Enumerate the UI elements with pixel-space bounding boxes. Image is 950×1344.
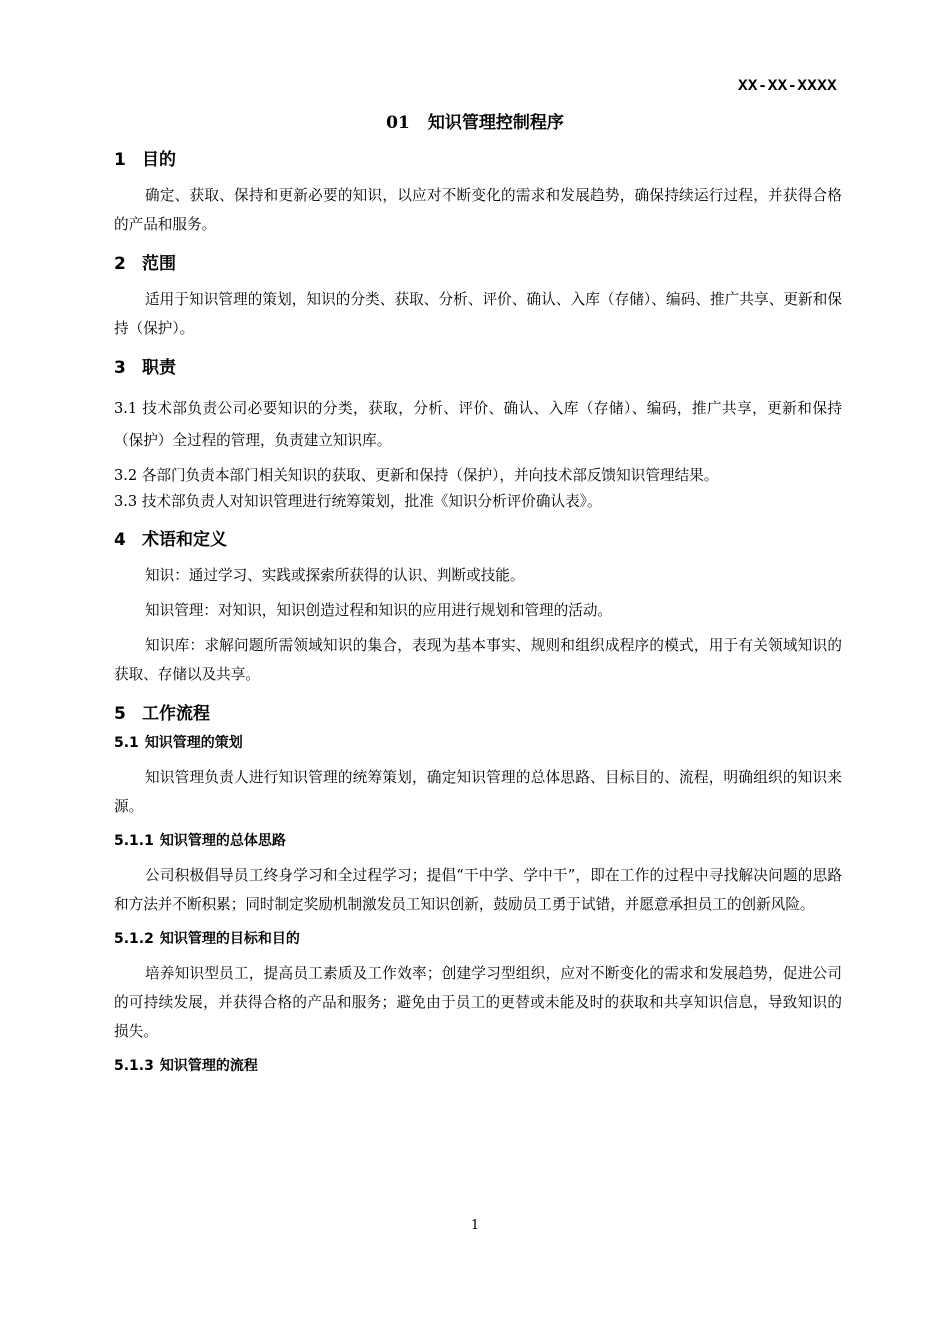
subsection-heading-5-1-1: 5.1.1 知识管理的总体思路 [114, 833, 286, 849]
subsection-heading-5-1-2: 5.1.2 知识管理的目标和目的 [114, 931, 300, 947]
paragraph-5-1-2: 培养知识型员工，提高员工素质及工作效率；创建学习型组织，应对不断变化的需求和发展趋势，促进公司的可持续发展，并获得合格的产品和服务；避免由于员工的更替或未能及时的获取和共享知识信息，导致知识的损失。 [114, 965, 842, 1040]
subsection-heading-5-1: 5.1 知识管理的策划 [114, 735, 243, 751]
document-title [0, 108, 950, 133]
section-heading-purpose: 1 目的 [114, 150, 176, 170]
definition-knowledge: 知识：通过学习、实践或探索所获得的认识、判断或技能。 [145, 567, 525, 584]
paragraph-purpose: 确定、获取、保持和更新必要的知识，以应对不断变化的需求和发展趋势，确保持续运行过程，并获得合格的产品和服务。 [114, 187, 842, 233]
section-heading-scope: 2 范围 [114, 254, 176, 274]
section-heading-responsibility: 3 职责 [114, 358, 176, 378]
definition-knowledge-base: 知识库：求解问题所需领域知识的集合，表现为基本事实、规则和组织成程序的模式，用于有关领域知识的获取、存储以及共享。 [114, 637, 842, 683]
document-title-number: 01 [386, 113, 410, 133]
document-body [114, 145, 842, 1080]
page-number: 1 [470, 1218, 480, 1233]
responsibility-item-3: 3.3 技术部负责人对知识管理进行统筹策划，批准《知识分析评价确认表》。 [114, 493, 602, 510]
document-title-text: 知识管理控制程序 [427, 113, 564, 133]
responsibility-item-2: 3.2 各部门负责本部门相关知识的获取、更新和保持（保护），并向技术部反馈知识管理结果。 [114, 467, 719, 484]
section-heading-terms: 4 术语和定义 [114, 530, 227, 550]
subsection-heading-5-1-3: 5.1.3 知识管理的流程 [114, 1058, 258, 1074]
paragraph-5-1: 知识管理负责人进行知识管理的统筹策划，确定知识管理的总体思路、目标目的、流程，明确组织的知识来源。 [114, 769, 842, 815]
section-heading-workflow: 5 工作流程 [114, 704, 210, 724]
document-number: XX-XX-XXXX [737, 77, 837, 95]
responsibility-item-1: 3.1 技术部负责公司必要知识的分类，获取，分析、评价、确认、入库（存储）、编码，推广共享，更新和保持（保护）全过程的管理，负责建立知识库。 [114, 400, 842, 449]
paragraph-5-1-1: 公司积极倡导员工终身学习和全过程学习；提倡“干中学、学中干”，即在工作的过程中寻找解决问题的思路和方法并不断积累；同时制定奖励机制激发员工知识创新，鼓励员工勇于试错，并愿意承担员工的创新风险。 [114, 867, 842, 913]
definition-knowledge-management: 知识管理：对知识，知识创造过程和知识的应用进行规划和管理的活动。 [145, 602, 613, 619]
paragraph-scope: 适用于知识管理的策划，知识的分类、获取、分析、评价、确认、入库（存储）、编码、推广共享、更新和保持（保护）。 [114, 291, 842, 337]
